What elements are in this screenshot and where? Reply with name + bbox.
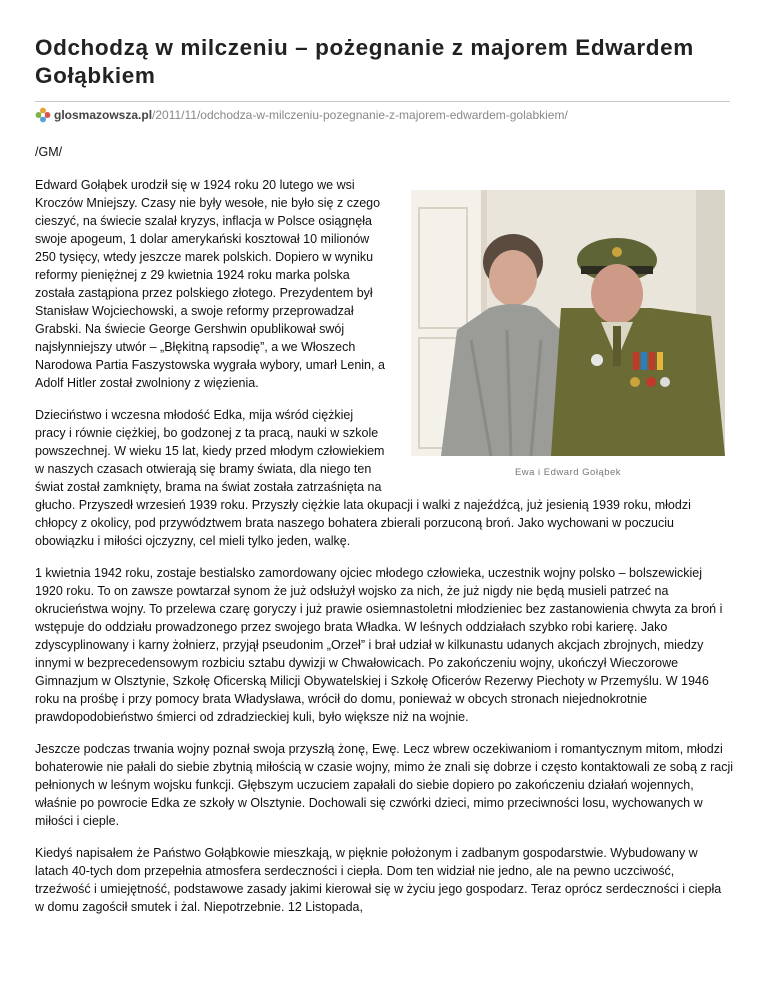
paragraph-family: Jeszcze podczas trwania wojny poznał swoja przyszłą żonę, Ewę. Lecz wbrew oczekiwaniom i romantycznym mitom, młodzi bohaterowie nie pałali do siebie zbytnią miłością w czasie wojny, mimo że znali się dobrze i często kontaktowali ze sobą z racji pełnionych w leśnym wojsku funkcji. Głębszym uczuciem zapałali do siebie dopiero po zakończeniu działań wojennych, właśnie po powrocie Edka ze szkoły w Olsztynie. Dochowali się czwórki dzieci, mimo przeciwności losu, wychowanych w miłości i cieple. xyxy=(35,742,734,828)
paragraph-birth: Edward Gołąbek urodził się w 1924 roku 20 lutego we wsi Kroczów Mniejszy. Czasy nie były wesołe, nie było się z czego cieszyć, na świecie szalał kryzys, inflacja w Polsce osiągnęła swoje apogeum, 1 dolar amerykański kosztował 10 milionów 250 tysięcy, wtedy jeszcze marek polskich. Dopiero w wyniku reformy pieniężnej z 29 kwietnia 1924 roku marka polska została zastąpiona przez polskiego złotego. Prezydentem był Stanisław Wojciechowski, a swoje reformy przeprowadzał Grabski. Na świecie George Gershwin opublikował swój najsłynniejszy utwór – „Błękitną rapsodię”, a we Włoszech Narodowa Partia Faszystowska wygrała wybory, umarł Lenin, a Adolf Hitler został zwolniony z więzienia. xyxy=(35,178,385,390)
site-logo-icon xyxy=(35,107,51,123)
photo-figure xyxy=(403,190,733,490)
paragraph-home: Kiedyś napisałem że Państwo Gołąbkowie mieszkają, w pięknie położonym i zadbanym gospodarstwie. Wybudowany w latach 40-tych dom przepełnia atmosfera serdeczności i ciepła. Dom ten widział nie jedno, ale na pewno uczciwość, trzeźwość i umiejętność, podstawowe zasady jakimi kierował się w życiu jego gospodarz. Teraz oprócz serdeczności i ciepła w domu zagościł smutek i żal. Niepotrzebnie. 12 Listopada, xyxy=(35,846,722,914)
title-divider xyxy=(35,101,730,102)
article-body xyxy=(35,176,733,930)
author-tag: /GM/ xyxy=(35,145,63,159)
source-domain-link[interactable]: glosmazowsza.pl xyxy=(54,108,153,122)
source-line xyxy=(35,106,568,124)
paragraph-childhood: Dzieciństwo i wczesna młodość Edka, mija wśród ciężkiej pracy i równie ciężkiej, bo godzonej z ta pracą, nauki w szkole powszechnej. W wieku 15 lat, kiedy przed młodym człowiekiem w naszych czasach otwierają się bramy świata, dla niego ten świat został zamknięty, brama na świat została zatrzaśnięta na głucho. Przyszedł wrzesień 1939 roku. Przyszły ciężkie lata okupacji i walki z najeźdźcą, już jesienią 1939 roku, młodzi chłopcy z okolicy, pod przywództwem brata naszego bohatera zbierali porzuconą broń. Jako wychowani w poczuciu obowiązku i miłości ojczyzny, cel mieli tylko jeden, walkę. xyxy=(35,408,691,548)
couple-photo xyxy=(411,190,725,456)
photo-caption: Ewa i Edward Gołąbek xyxy=(514,467,622,478)
article-title: Odchodzą w milczeniu – pożegnanie z majorem Edwardem Gołąbkiem xyxy=(35,35,694,88)
paragraph-war: 1 kwietnia 1942 roku, zostaje bestialsko zamordowany ojciec młodego człowieka, uczestnik wojny polsko – bolszewickiej 1920 roku. To on zawsze powtarzał synom że już odsłużył wojsko za nich, że już nigdy nie będą musieli patrzeć na okrucieństwa wojny. To przelewa czarę goryczy i już prawie osiemnastoletni młodzieniec bez zastanowienia chwyta za broń i wstępuje do oddziału prowadzonego przez swojego brata Władka. W leśnych oddziałach szybko robi karierę. Jako zdyscyplinowany i karny żołnierz, przyjął pseudonim „Orzeł” i brał udział w kilkunastu udanych akcjach zbrojnych, miedzy innymi w bezprecedensowym rozbiciu sztabu dywizji w Chwałowicach. Po zakończeniu wojny, ukończył Wieczorowe Gimnazjum w Olsztynie, Szkołę Oficerską Milicji Obywatelskiej i Szkołę Oficerów Rezerwy Piechoty w Przemyślu. W 1946 roku na prośbę i przy pomocy brata Władysława, wrócił do domu, ponieważ w obcych stronach niejednokrotnie prawdopodobieństwo śmierci od zdradzieckiej kuli, było większe niż na wojnie. xyxy=(35,566,723,724)
source-path-link[interactable]: /2011/11/odchodza-w-milczeniu-pozegnanie-z-majorem-edwardem-golabkiem/ xyxy=(152,108,568,122)
